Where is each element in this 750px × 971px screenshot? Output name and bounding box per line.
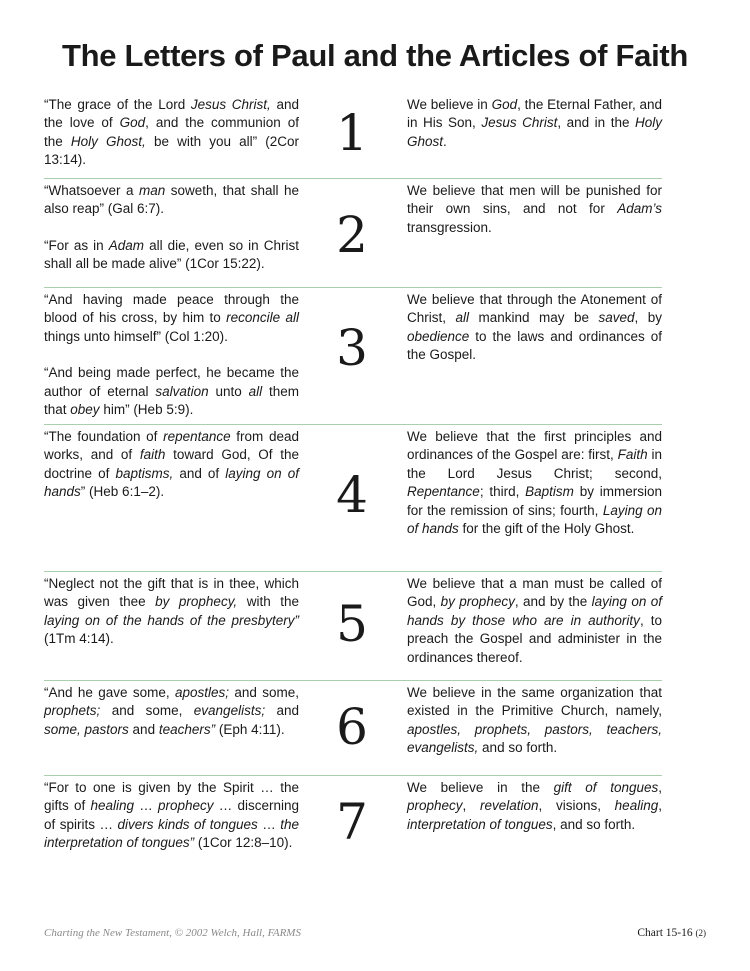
scripture-passage: “For to one is given by the Spirit … the gifts of healing … prophecy … discerning of spirits … divers kinds of tongues … the interpretation of tongues” (1Cor 12:8–10).	[44, 780, 299, 851]
scripture-text	[44, 291, 299, 419]
article-row-4	[44, 425, 662, 572]
scripture-passage: “The foundation of repentance from dead works, and of faith toward God, Of the doctrine of baptisms, and of laying on of hands” (Heb 6:1–2).	[44, 429, 299, 500]
scripture-passage: “And he gave some, apostles; and some, prophets; and some, evangelists; and some, pastors and teachers” (Eph 4:11).	[44, 685, 299, 737]
scripture-text	[44, 779, 299, 853]
article-number: 5	[336, 595, 368, 653]
article-of-faith-text: We believe in the gift of tongues, prophecy, revelation, visions, healing, interpretation of tongues, and so forth.	[407, 780, 662, 832]
article-number: 3	[336, 319, 368, 377]
article-number: 6	[336, 698, 368, 756]
scripture-text	[44, 182, 299, 274]
page-title: The Letters of Paul and the Articles of Faith	[61, 38, 689, 73]
scripture-text	[44, 575, 299, 649]
scripture-text	[44, 96, 299, 170]
scripture-passage: “The grace of the Lord Jesus Christ, and the love of God, and the communion of the Holy Ghost, be with you all” (2Cor 13:14).	[44, 97, 299, 168]
article-number: 4	[336, 466, 368, 524]
chart-number: Chart 15-16	[637, 927, 693, 939]
article-of-faith-text: We believe in God, the Eternal Father, and in His Son, Jesus Christ, and in the Holy Ghost.	[407, 97, 663, 149]
article-of-faith-text: We believe in the same organization that existed in the Primitive Church, namely, apostles, prophets, pastors, teachers, evangelists, and so forth.	[407, 685, 662, 756]
article-of-faith-text: We believe that men will be punished for their own sins, and not for Adam’s transgression.	[407, 183, 662, 235]
scripture-passage: “For as in Adam all die, even so in Christ shall all be made alive” (1Cor 15:22).	[44, 237, 300, 272]
article-row-2	[44, 179, 662, 288]
article-row-1	[44, 93, 662, 179]
scripture-text	[44, 684, 299, 739]
article-row-6	[44, 681, 662, 776]
article-number: 7	[336, 793, 368, 851]
scripture-passage: “And having made peace through the blood of his cross, by him to reconcile all things unto himself” (Col 1:20).	[44, 292, 299, 344]
footer-source: Charting the New Testament, © 2002 Welch, Hall, FARMS	[44, 927, 301, 939]
article-number: 2	[336, 206, 368, 264]
article-of-faith-text: We believe that the first principles and ordinances of the Gospel are: first, Faith in the Lord Jesus Christ; second, Repentance; third, Baptism by immersion for the remission of sins; fourth, Laying on of hands for the gift of the Holy Ghost.	[407, 429, 663, 537]
article-row-7	[44, 776, 662, 896]
scripture-passage: “And being made perfect, he became the author of eternal salvation unto all them that obey him” (Heb 5:9).	[44, 365, 299, 418]
scripture-text	[44, 428, 299, 502]
article-row-5	[44, 572, 662, 681]
scripture-passage: “Whatsoever a man soweth, that shall he also reap” (Gal 6:7).	[44, 183, 299, 217]
chart-subnumber: (2)	[695, 928, 706, 938]
article-of-faith-text: We believe that a man must be called of God, by prophecy, and by the laying on of hands by those who are in authority, to preach the Gospel and administer in the ordinances thereof.	[407, 576, 662, 665]
comparison-table	[44, 93, 662, 896]
scripture-passage: “Neglect not the gift that is in thee, which was given thee by prophecy, with the laying on of the hands of the presbytery” (1Tm 4:14).	[44, 576, 299, 647]
article-of-faith-text: We believe that through the Atonement of Christ, all mankind may be saved, by obedience to the laws and ordinances of the Gospel.	[407, 292, 662, 363]
footer-chart-label	[637, 927, 706, 939]
article-number: 1	[336, 104, 368, 162]
article-row-3	[44, 288, 662, 425]
